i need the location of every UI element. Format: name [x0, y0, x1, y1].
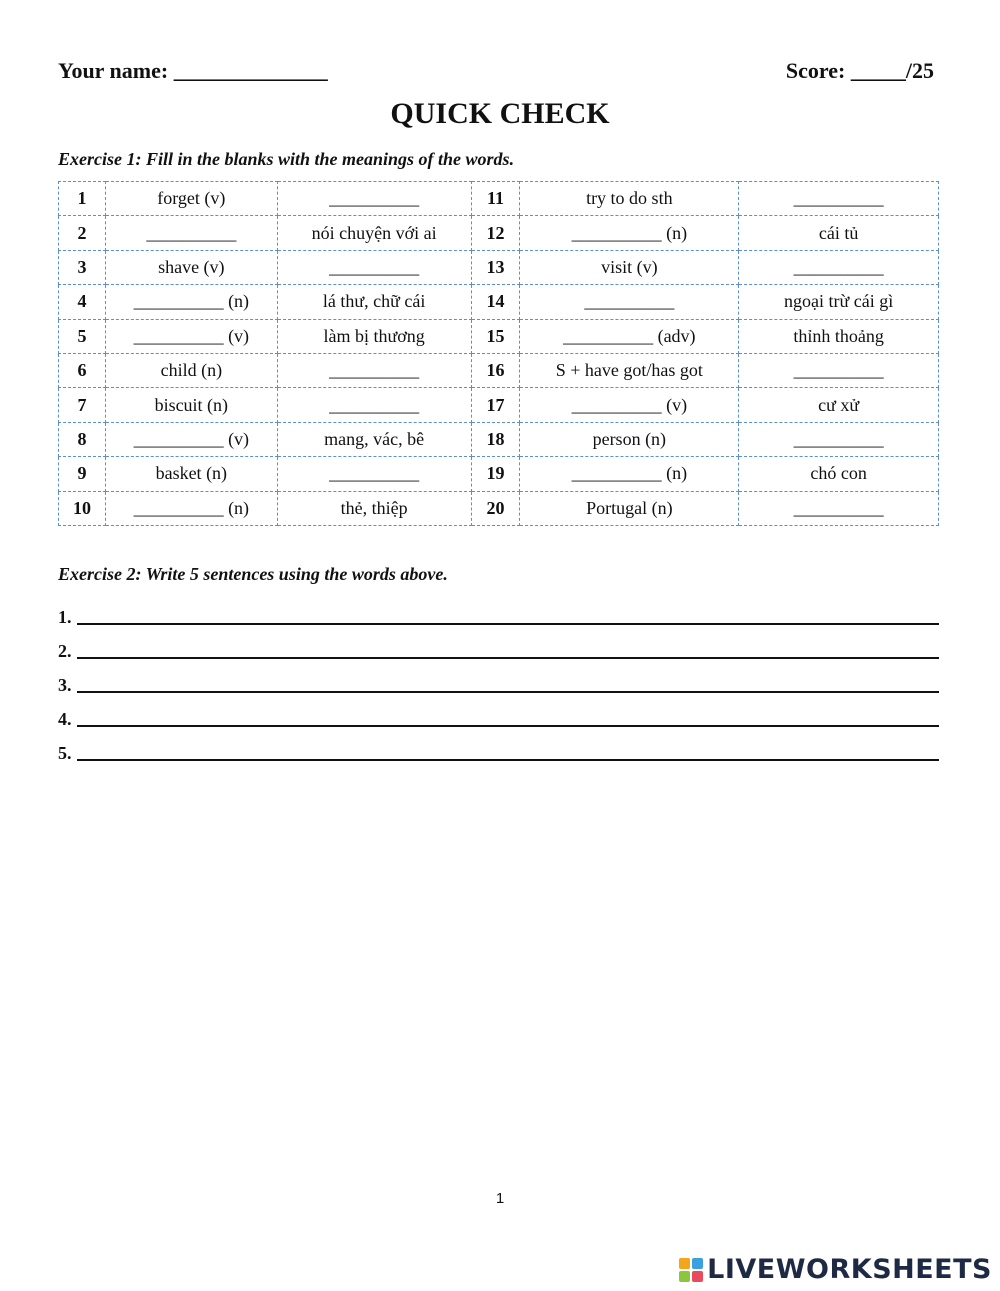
- item-number: 6: [59, 353, 106, 387]
- sentence-line: [58, 664, 939, 698]
- item-number: 12: [471, 216, 520, 250]
- word-cell: try to do sth: [520, 182, 739, 216]
- word-cell: __________ (v): [520, 388, 739, 422]
- table-row: [59, 216, 939, 250]
- brand-name: LIVEWORKSHEETS: [707, 1254, 992, 1285]
- name-field-label: Your name: ______________: [58, 58, 328, 83]
- meaning-cell: __________: [739, 182, 939, 216]
- meaning-cell: thẻ, thiệp: [277, 491, 471, 525]
- sentence-blank[interactable]: [77, 703, 940, 727]
- meaning-cell: __________: [739, 491, 939, 525]
- sentence-number: 5.: [58, 743, 72, 763]
- item-number: 9: [59, 457, 106, 491]
- word-cell: __________ (v): [105, 422, 277, 456]
- word-cell: person (n): [520, 422, 739, 456]
- meaning-cell: __________: [277, 457, 471, 491]
- sentence-blank[interactable]: [77, 737, 940, 761]
- item-number: 18: [471, 422, 520, 456]
- word-cell: __________: [105, 216, 277, 250]
- item-number: 8: [59, 422, 106, 456]
- item-number: 13: [471, 250, 520, 284]
- item-number: 5: [59, 319, 106, 353]
- word-cell: forget (v): [105, 182, 277, 216]
- meaning-cell: làm bị thương: [277, 319, 471, 353]
- table-row: [59, 491, 939, 525]
- logo-square: [692, 1258, 703, 1269]
- word-cell: __________: [520, 285, 739, 319]
- score-field-label: Score: _____/25: [785, 58, 934, 83]
- vocabulary-table: [58, 181, 939, 526]
- meaning-cell: thỉnh thoảng: [739, 319, 939, 353]
- item-number: 17: [471, 388, 520, 422]
- item-number: 14: [471, 285, 520, 319]
- meaning-cell: __________: [739, 353, 939, 387]
- item-number: 4: [59, 285, 106, 319]
- item-number: 2: [59, 216, 106, 250]
- item-number: 15: [471, 319, 520, 353]
- meaning-cell: chó con: [739, 457, 939, 491]
- sentence-line: [58, 698, 939, 732]
- table-row: [59, 422, 939, 456]
- liveworksheets-logo-icon: [679, 1258, 703, 1282]
- word-cell: __________ (n): [520, 457, 739, 491]
- logo-square: [679, 1271, 690, 1282]
- table-row: [59, 353, 939, 387]
- meaning-cell: __________: [277, 353, 471, 387]
- item-number: 20: [471, 491, 520, 525]
- word-cell: biscuit (n): [105, 388, 277, 422]
- sentence-number: 4.: [58, 709, 72, 729]
- exercise1-heading: Exercise 1: Fill in the blanks with the meanings of the words.: [58, 149, 515, 169]
- word-cell: shave (v): [105, 250, 277, 284]
- table-row: [59, 250, 939, 284]
- meaning-cell: __________: [277, 250, 471, 284]
- sentence-line: [58, 596, 939, 630]
- exercise2-heading: Exercise 2: Write 5 sentences using the words above.: [58, 564, 448, 584]
- sentence-number: 3.: [58, 675, 72, 695]
- word-cell: __________ (n): [105, 491, 277, 525]
- word-cell: __________ (adv): [520, 319, 739, 353]
- item-number: 3: [59, 250, 106, 284]
- table-row: [59, 319, 939, 353]
- table-row: [59, 285, 939, 319]
- word-cell: __________ (v): [105, 319, 277, 353]
- word-cell: visit (v): [520, 250, 739, 284]
- item-number: 16: [471, 353, 520, 387]
- sentence-blank[interactable]: [77, 669, 940, 693]
- word-cell: Portugal (n): [520, 491, 739, 525]
- liveworksheets-logo: [679, 1254, 992, 1285]
- sentence-blank[interactable]: [77, 601, 940, 625]
- meaning-cell: __________: [277, 388, 471, 422]
- meaning-cell: __________: [277, 182, 471, 216]
- table-row: [59, 457, 939, 491]
- word-cell: S + have got/has got: [520, 353, 739, 387]
- logo-square: [679, 1258, 690, 1269]
- sentence-number: 1.: [58, 607, 72, 627]
- meaning-cell: ngoại trừ cái gì: [739, 285, 939, 319]
- item-number: 1: [59, 182, 106, 216]
- table-row: [59, 388, 939, 422]
- meaning-cell: lá thư, chữ cái: [277, 285, 471, 319]
- sentence-line: [58, 732, 939, 766]
- page-number: 1: [495, 1190, 505, 1207]
- item-number: 11: [471, 182, 520, 216]
- meaning-cell: cái tủ: [739, 216, 939, 250]
- meaning-cell: __________: [739, 250, 939, 284]
- meaning-cell: cư xử: [739, 388, 939, 422]
- logo-square: [692, 1271, 703, 1282]
- header-row: [58, 58, 934, 88]
- meaning-cell: nói chuyện với ai: [277, 216, 471, 250]
- item-number: 10: [59, 491, 106, 525]
- word-cell: basket (n): [105, 457, 277, 491]
- sentence-lines: [58, 596, 939, 766]
- sentence-line: [58, 630, 939, 664]
- sentence-blank[interactable]: [77, 635, 940, 659]
- item-number: 7: [59, 388, 106, 422]
- word-cell: __________ (n): [105, 285, 277, 319]
- page-title: QUICK CHECK: [390, 97, 610, 130]
- table-row: [59, 182, 939, 216]
- word-cell: child (n): [105, 353, 277, 387]
- item-number: 19: [471, 457, 520, 491]
- word-cell: __________ (n): [520, 216, 739, 250]
- meaning-cell: mang, vác, bê: [277, 422, 471, 456]
- sentence-number: 2.: [58, 641, 72, 661]
- meaning-cell: __________: [739, 422, 939, 456]
